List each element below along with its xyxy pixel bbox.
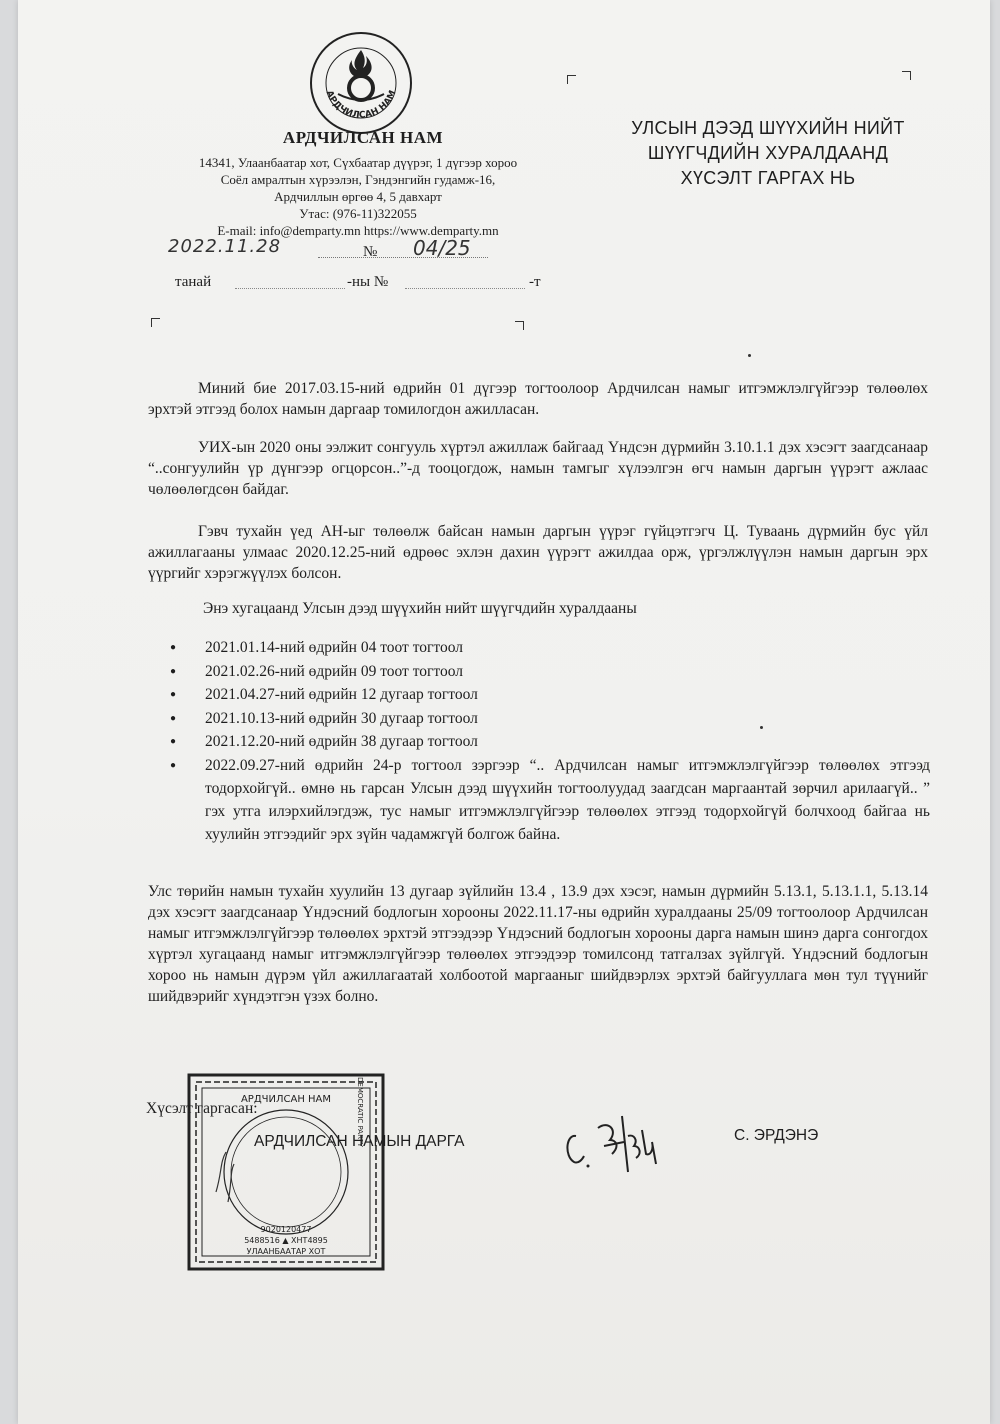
flame-emblem-icon — [308, 30, 414, 136]
stamp-number: 9020120477 — [260, 1225, 312, 1234]
list-item: ● 2021.01.14-ний өдрийн 04 тоот тогтоол — [168, 636, 930, 660]
body-paragraph: Миний бие 2017.03.15-ний өдрийн 01 дүгээр тогтоолоор Ардчилсан намыг итгэмжлэлгүйгээр төлөөлөх эрхтэй этгээд болох намын даргаар томилогдон ажилласан. — [148, 380, 928, 418]
stamp-top-text: АРДЧИЛСАН НАМ — [240, 1094, 332, 1105]
signer-position: АРДЧИЛСАН НАМЫН ДАРГА — [254, 1133, 465, 1150]
document-page — [18, 0, 990, 1424]
party-logo — [308, 30, 414, 136]
corner-mark — [515, 321, 524, 330]
body-paragraph: УИХ-ын 2020 оны ээлжит сонгууль хүртэл ажиллаж байгаад Үндсэн дүрмийн 3.10.1.1 дэх хэсэгт заагдсанаар “..сонгуулийн үр дүнгээр огцорсон..”-д тооцогдож, намын тамгыг хүлээлгэн өгч намын даргын үүрэгт ажлаас чөлөөлөгдсөн байдаг. — [148, 439, 928, 498]
stamp-code: 5488516 ▲ ХНТ4895 — [244, 1236, 328, 1245]
address-line: E-mail: info@demparty.mn https://www.demparty.mn — [217, 223, 499, 238]
svg-text:АРДЧИЛСАН НАМ — [324, 89, 399, 121]
body-paragraph: Гэвч тухайн үед АН-ыг төлөөлж байсан намын даргын үүрэг гүйцэтгэгч Ц. Туваань дүрмийн бус үйл ажиллагааны улмаас 2020.12.25-ний өдрөөс эхлэн дахин үүрэгт ажилдаа орж, үргэлжлүүлэн намын даргын эрх үүргийг хэрэгжүүлэх болсон. — [148, 523, 928, 582]
list-item: ● 2021.04.27-ний өдрийн 12 дугаар тогтоол — [168, 683, 930, 707]
list-item: ● 2021.12.20-ний өдрийн 38 дугаар тогтоол — [168, 730, 930, 754]
corner-mark — [151, 318, 160, 327]
list-item: ● 2021.02.26-ний өдрийн 09 тоот тогтоол — [168, 660, 930, 684]
body-paragraph: Улс төрийн намын тухайн хуулийн 13 дугаар зүйлийн 13.4 , 13.9 дэх хэсэг, намын дүрмийн 5.13.1, 5.13.1.1, 5.13.14 дэх хэсэгт заагдсанаар Үндэсний бодлогын хорооны 2022.11.17-ны өдрийн хуралдааны 25/09 тогтоолоор Ардчилсан намыг итгэмжлэлгүйгээр төлөөлөх эрхтэй этгээдээр Үндэсний бодлогын хорооны дарга намын шинэ дарга сонгогдох хүртэл хугацаанд намыг итгэмжлэлгүйгээр төлөөлөх этгээдээр томилсонд татгалзах зүйлгүй. Үндэсний бодлогын хороо нь намын дүрэм үйл ажиллагаатай холбоотой маргааныг шийдвэрлэх эрхтэй байгууллага мөн тул түүнийг шийдвэрийг хүндэтгэн үзэх болно. — [148, 883, 928, 1005]
applicant-label: Хүсэлт гаргасан: — [146, 1100, 258, 1117]
signer-name: С. ЭРДЭНЭ — [734, 1127, 819, 1144]
stamp-city: УЛААНБААТАР ХОТ — [246, 1247, 326, 1256]
ref-label: -т — [529, 274, 541, 290]
list-item: ● 2021.10.13-ний өдрийн 30 дугаар тогтоол — [168, 707, 930, 731]
addressee-block — [603, 116, 933, 191]
reference-row — [175, 274, 545, 296]
ref-label: танай — [175, 274, 212, 290]
address-line: Соёл амралтын хүрээлэн, Гэндэнгийн гудамж-16, — [220, 172, 496, 187]
org-name: АРДЧИЛСАН НАМ — [282, 128, 444, 147]
corner-mark — [902, 71, 911, 80]
body-paragraph: Энэ хугацаанд Улсын дээд шүүхийн нийт шүүгчдийн хуралдааны — [203, 600, 637, 617]
stamp-side-text: DEMOCRATIC PARTY — [356, 1077, 364, 1147]
addressee-line: УЛСЫН ДЭЭД ШҮҮХИЙН НИЙТ — [631, 118, 905, 138]
logo-arc-text: АРДЧИЛСАН НАМ — [323, 89, 399, 121]
speck — [748, 354, 751, 357]
signature-icon — [558, 1106, 668, 1178]
corner-mark — [567, 75, 576, 84]
ref-blank-line — [235, 288, 345, 289]
letter-number: 04/25 — [413, 236, 471, 260]
address-line: Ардчиллын өргөө 4, 5 давхарт — [274, 189, 442, 204]
resolution-list — [168, 636, 930, 846]
number-label: № — [363, 244, 378, 260]
list-item: ● 2022.09.27-ний өдрийн 24-р тогтоол зэргээр “.. Ардчилсан намыг итгэмжлэлгүйгээр төлөөлөх этгээд тодорхойгүй.. өмнө нь гарсан Улсын дээд шүүхийн тогтоолуудад заагдсан маргаантай зөрчил арилаагүй.. ” гэх утга илэрхийлэгдэж, тус намыг итгэмжлэлгүйгээр төлөөлөх этгээд тодорхойгүй болчхоод байгаа нь хуулийн этгээдийг эрх зүйн чадамжгүй болгож байна. — [168, 754, 930, 846]
address-line: 14341, Улаанбаатар хот, Сүхбаатар дүүрэг, 1 дүгээр хороо — [198, 155, 518, 170]
handwritten-signature — [558, 1106, 668, 1178]
letter-date: 2022.11.28 — [168, 236, 282, 257]
number-line — [318, 257, 488, 258]
org-address — [158, 154, 558, 239]
addressee-line: ШҮҮГЧДИЙН ХУРАЛДААНД — [647, 143, 889, 163]
addressee-line: ХҮСЭЛТ ГАРГАХ НЬ — [680, 168, 856, 188]
ref-blank-line — [405, 288, 525, 289]
address-line: Утас: (976-11)322055 — [299, 206, 417, 221]
ref-label: -ны № — [347, 274, 389, 290]
